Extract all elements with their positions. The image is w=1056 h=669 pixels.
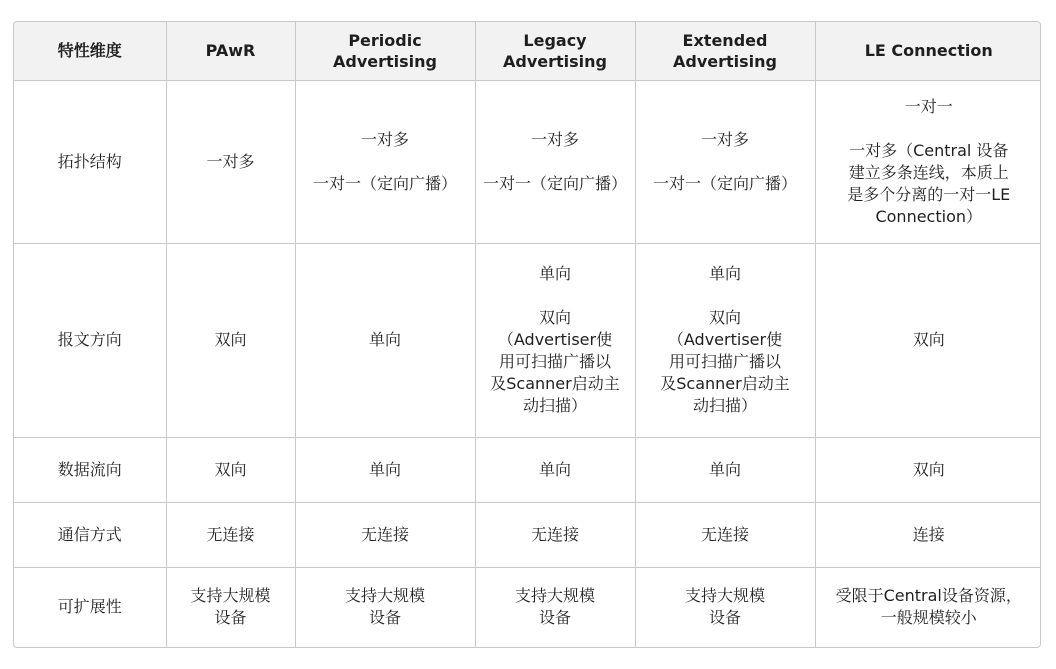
header-legacy-advertising: Legacy Advertising [475, 22, 635, 80]
header-pawr: PAwR [166, 22, 295, 80]
table-row [14, 437, 1041, 502]
table-cell: 支持大规模 设备 [475, 567, 635, 647]
table-cell: 无连接 [635, 502, 815, 567]
row-label: 报文方向 [14, 243, 166, 437]
table-cell: 双向 [166, 437, 295, 502]
table-row [14, 567, 1041, 647]
table-cell: 单向 [295, 243, 475, 437]
row-label: 数据流向 [14, 437, 166, 502]
table-cell: 支持大规模 设备 [166, 567, 295, 647]
table-cell: 一对多 一对一（定向广播） [295, 80, 475, 243]
table-cell: 一对多 一对一（定向广播） [475, 80, 635, 243]
table-cell: 支持大规模 设备 [295, 567, 475, 647]
header-dimension: 特性维度 [14, 22, 166, 80]
table-cell: 受限于Central设备资源， 一般规模较小 [815, 567, 1041, 647]
table-cell: 无连接 [295, 502, 475, 567]
table-cell: 一对一 一对多（Central 设备 建立多条连线，本质上 是多个分离的一对一LE Connection） [815, 80, 1041, 243]
header-le-connection: LE Connection [815, 22, 1041, 80]
table-row [14, 243, 1041, 437]
table-cell: 双向 [815, 437, 1041, 502]
table-row [14, 80, 1041, 243]
table-cell: 一对多 [166, 80, 295, 243]
table-row [14, 502, 1041, 567]
table-cell: 无连接 [166, 502, 295, 567]
table-cell: 单向 [475, 437, 635, 502]
table-cell: 支持大规模 设备 [635, 567, 815, 647]
table-cell: 双向 [815, 243, 1041, 437]
comparison-table [14, 22, 1041, 647]
table-cell: 双向 [166, 243, 295, 437]
table-cell: 连接 [815, 502, 1041, 567]
comparison-table-container [13, 21, 1041, 648]
table-cell: 单向 [635, 437, 815, 502]
row-label: 可扩展性 [14, 567, 166, 647]
table-cell: 无连接 [475, 502, 635, 567]
table-cell: 单向 [295, 437, 475, 502]
table-cell: 单向 双向 （Advertiser使 用可扫描广播以 及Scanner启动主 动扫描） [475, 243, 635, 437]
header-extended-advertising: Extended Advertising [635, 22, 815, 80]
table-cell: 单向 双向 （Advertiser使 用可扫描广播以 及Scanner启动主 动扫描） [635, 243, 815, 437]
table-cell: 一对多 一对一（定向广播） [635, 80, 815, 243]
header-periodic-advertising: Periodic Advertising [295, 22, 475, 80]
row-label: 通信方式 [14, 502, 166, 567]
table-header-row [14, 22, 1041, 80]
row-label: 拓扑结构 [14, 80, 166, 243]
